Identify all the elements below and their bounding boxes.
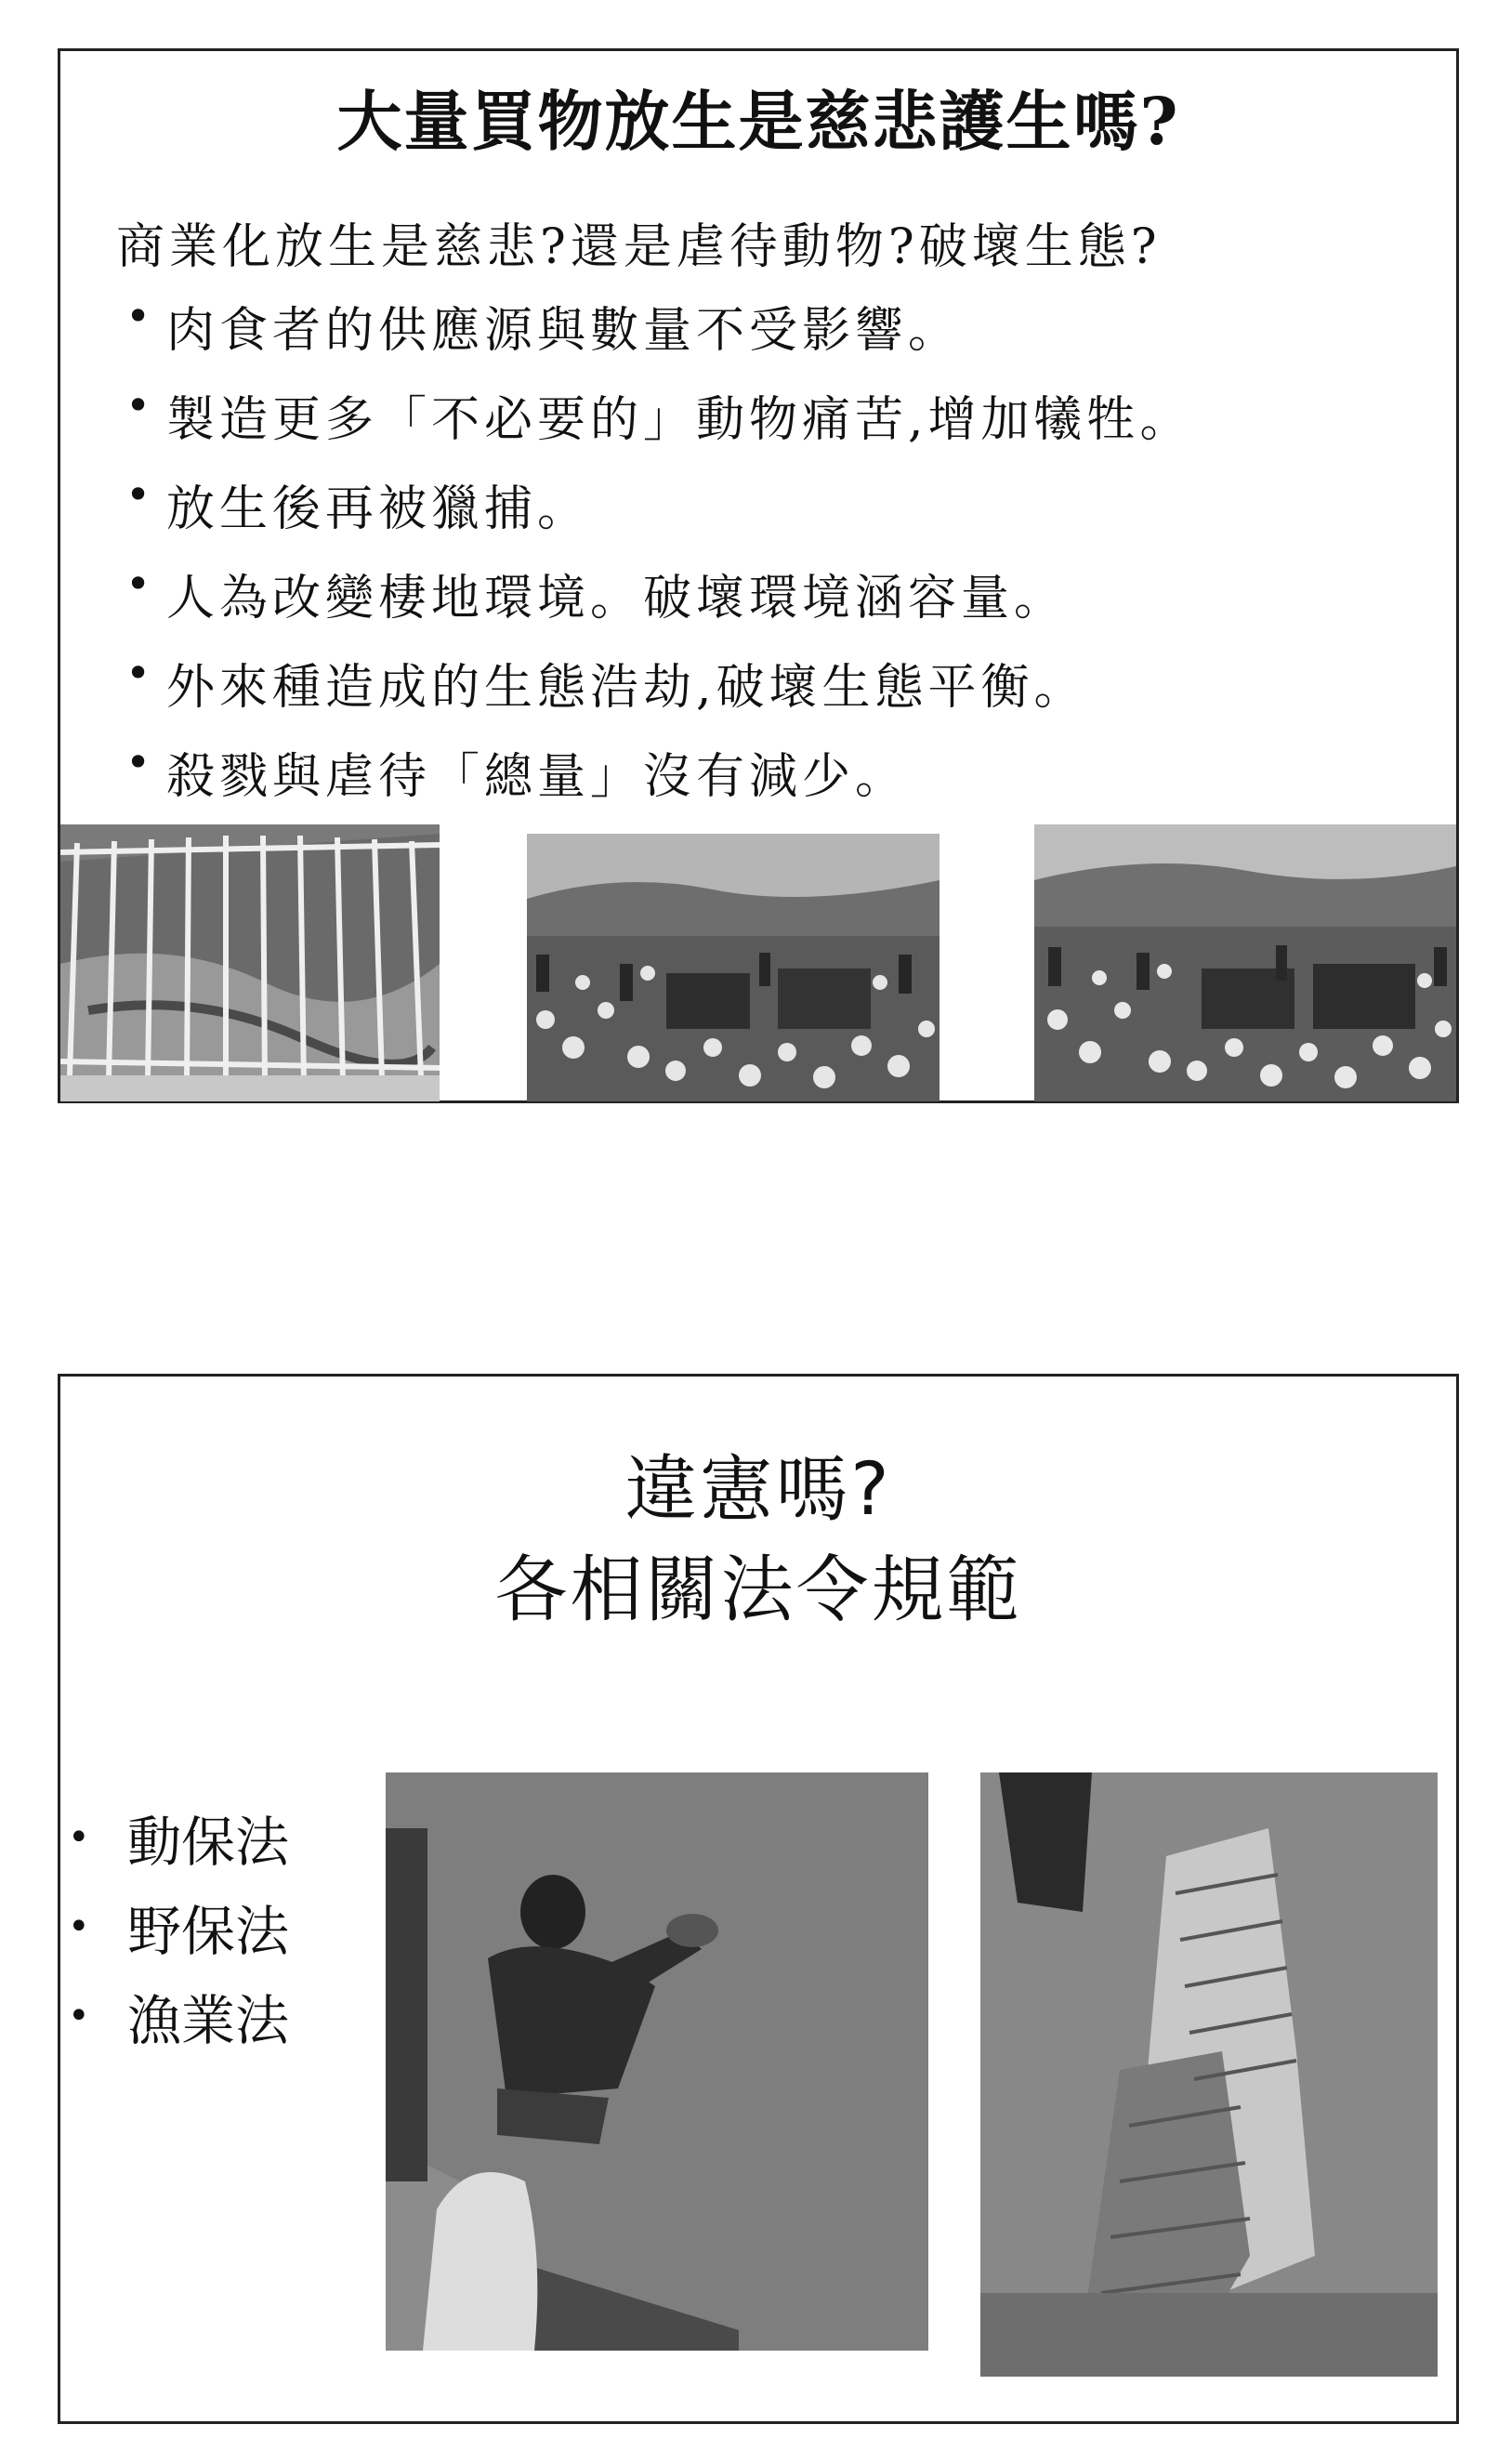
river-release-photo <box>386 1772 928 2351</box>
bullet-text: 放生後再被獵捕。 <box>166 481 591 537</box>
list-item <box>125 737 1193 826</box>
bullet-text: 殺戮與虐待「總量」沒有減少。 <box>166 749 909 805</box>
bullet-dot-icon: • <box>125 380 156 430</box>
bullet-text: 漁業法 <box>127 1989 290 2052</box>
cages-on-rocks-photo <box>980 1772 1438 2377</box>
crowd-photo-graphic-2 <box>1034 824 1456 1101</box>
bullet-text: 外來種造成的生態浩劫,破壞生態平衡。 <box>166 660 1087 716</box>
slide-2-title-line-2: 各相關法令規範 <box>494 1548 1022 1632</box>
bullet-dot-icon: • <box>68 1816 90 1859</box>
bullet-dot-icon: • <box>125 737 156 787</box>
slide-2-bullet-list <box>68 1793 289 2061</box>
list-item <box>68 1793 289 1882</box>
slide-1-subtitle: 商業化放生是慈悲?還是虐待動物?破壞生態? <box>116 219 1162 275</box>
bullet-dot-icon: • <box>68 1995 90 2037</box>
bullet-text: 動保法 <box>127 1811 290 1874</box>
slide-1-bullet-list <box>125 291 1193 826</box>
bullet-dot-icon: • <box>125 559 156 609</box>
list-item <box>125 291 1193 380</box>
crowd-release-photo-1 <box>527 834 939 1101</box>
bullet-dot-icon: • <box>68 1905 90 1948</box>
river-photo-graphic <box>386 1772 928 2351</box>
list-item <box>125 648 1193 737</box>
bullet-dot-icon: • <box>125 648 156 698</box>
cage-photo <box>60 824 440 1101</box>
slide-1 <box>58 48 1459 1103</box>
list-item <box>125 380 1193 469</box>
list-item <box>125 469 1193 559</box>
crowd-photo-graphic-1 <box>527 834 939 1101</box>
crowd-release-photo-2 <box>1034 824 1456 1101</box>
bullet-text: 人為改變棲地環境。破壞環境涵容量。 <box>166 571 1068 626</box>
bullet-text: 製造更多「不必要的」動物痛苦,增加犧牲。 <box>166 392 1193 448</box>
slide-2-title <box>60 1440 1456 1640</box>
slide-2-title-line-1: 違憲嗎? <box>624 1448 892 1532</box>
list-item <box>68 1971 289 2061</box>
slide-1-title: 大量買物放生是慈悲護生嗎? <box>336 83 1180 160</box>
bullet-text: 肉食者的供應源與數量不受影響。 <box>166 303 962 359</box>
bullet-text: 野保法 <box>127 1900 290 1963</box>
bullet-dot-icon: • <box>125 469 156 520</box>
bullet-dot-icon: • <box>125 291 156 341</box>
cage-photo-graphic <box>60 824 440 1101</box>
cages-photo-graphic <box>980 1772 1438 2377</box>
list-item <box>68 1882 289 1971</box>
slide-2 <box>58 1374 1459 2424</box>
list-item <box>125 559 1193 648</box>
